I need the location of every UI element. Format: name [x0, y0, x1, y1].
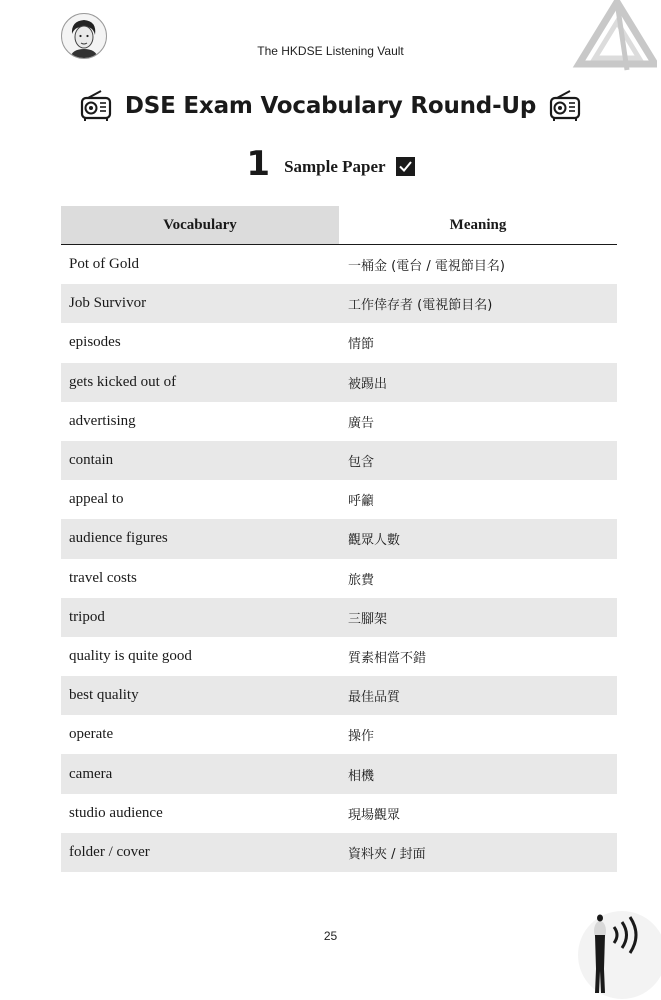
table-row: [61, 794, 617, 833]
meaning-cell: 三腳架: [339, 598, 617, 637]
meaning-cell: 呼籲: [348, 494, 375, 510]
triangle-logo-icon: [567, 0, 657, 80]
vocabulary-table: [61, 206, 617, 872]
page-title: DSE Exam Vocabulary Round-Up: [124, 93, 537, 119]
vocabulary-cell: studio audience: [69, 804, 163, 821]
vocabulary-cell: tripod: [61, 598, 339, 637]
meaning-cell: 包含: [339, 441, 617, 480]
table-row: [61, 245, 617, 285]
table-row: [61, 598, 617, 637]
vocabulary-cell: contain: [61, 441, 339, 480]
section-title: Sample Paper: [284, 156, 386, 176]
table-row: [61, 284, 617, 323]
listener-sound-waves-icon: [566, 905, 661, 1000]
vocabulary-cell: quality is quite good: [69, 647, 192, 664]
vocabulary-cell: gets kicked out of: [61, 363, 339, 402]
table-row: [61, 754, 617, 793]
meaning-cell: 操作: [348, 729, 375, 745]
meaning-cell: 被踢出: [339, 363, 617, 402]
meaning-cell: 相機: [339, 754, 617, 793]
meaning-cell: 質素相當不錯: [348, 650, 427, 666]
page-number: 25: [323, 929, 338, 943]
table-row: [61, 480, 617, 519]
table-row: [61, 363, 617, 402]
meaning-cell: 一桶金 (電台 / 電視節目名): [348, 259, 505, 275]
table-row: [61, 676, 617, 715]
meaning-cell: 資料夾 / 封面: [339, 833, 617, 872]
meaning-cell: 旅費: [348, 572, 375, 588]
table-row: [61, 833, 617, 872]
vocabulary-cell: best quality: [61, 676, 339, 715]
vocabulary-cell: advertising: [69, 412, 136, 429]
meaning-cell: 工作倖存者 (電視節目名): [339, 284, 617, 323]
meaning-cell: 觀眾人數: [339, 519, 617, 558]
section-heading: [0, 142, 661, 186]
meaning-cell: 情節: [348, 337, 375, 353]
vocabulary-cell: folder / cover: [61, 833, 339, 872]
meaning-cell: 最佳品質: [339, 676, 617, 715]
vocabulary-cell: Job Survivor: [61, 284, 339, 323]
table-row: [61, 441, 617, 480]
vocabulary-cell: operate: [69, 726, 114, 743]
column-header-meaning: Meaning: [339, 206, 617, 245]
table-row: [61, 715, 617, 754]
table-header-row: [61, 206, 617, 245]
table-row: [61, 323, 617, 362]
table-row: [61, 637, 617, 676]
table-row: [61, 519, 617, 558]
meaning-cell: 廣告: [348, 415, 375, 431]
vocabulary-cell: audience figures: [61, 519, 339, 558]
running-head: The HKDSE Listening Vault: [257, 44, 404, 58]
column-header-vocabulary: Vocabulary: [61, 206, 339, 245]
meaning-cell: 現場觀眾: [348, 807, 401, 823]
checkbox-checked-icon: [396, 157, 415, 176]
vocabulary-cell: camera: [61, 754, 339, 793]
title-row: [0, 86, 661, 126]
radio-icon: [548, 89, 582, 123]
section-number: 1: [246, 144, 271, 184]
vocabulary-cell: Pot of Gold: [69, 256, 140, 273]
vocabulary-cell: appeal to: [69, 491, 124, 508]
table-row: [61, 402, 617, 441]
radio-icon: [79, 89, 113, 123]
table-row: [61, 559, 617, 598]
vocabulary-cell: episodes: [69, 334, 121, 351]
vocabulary-cell: travel costs: [69, 569, 137, 586]
